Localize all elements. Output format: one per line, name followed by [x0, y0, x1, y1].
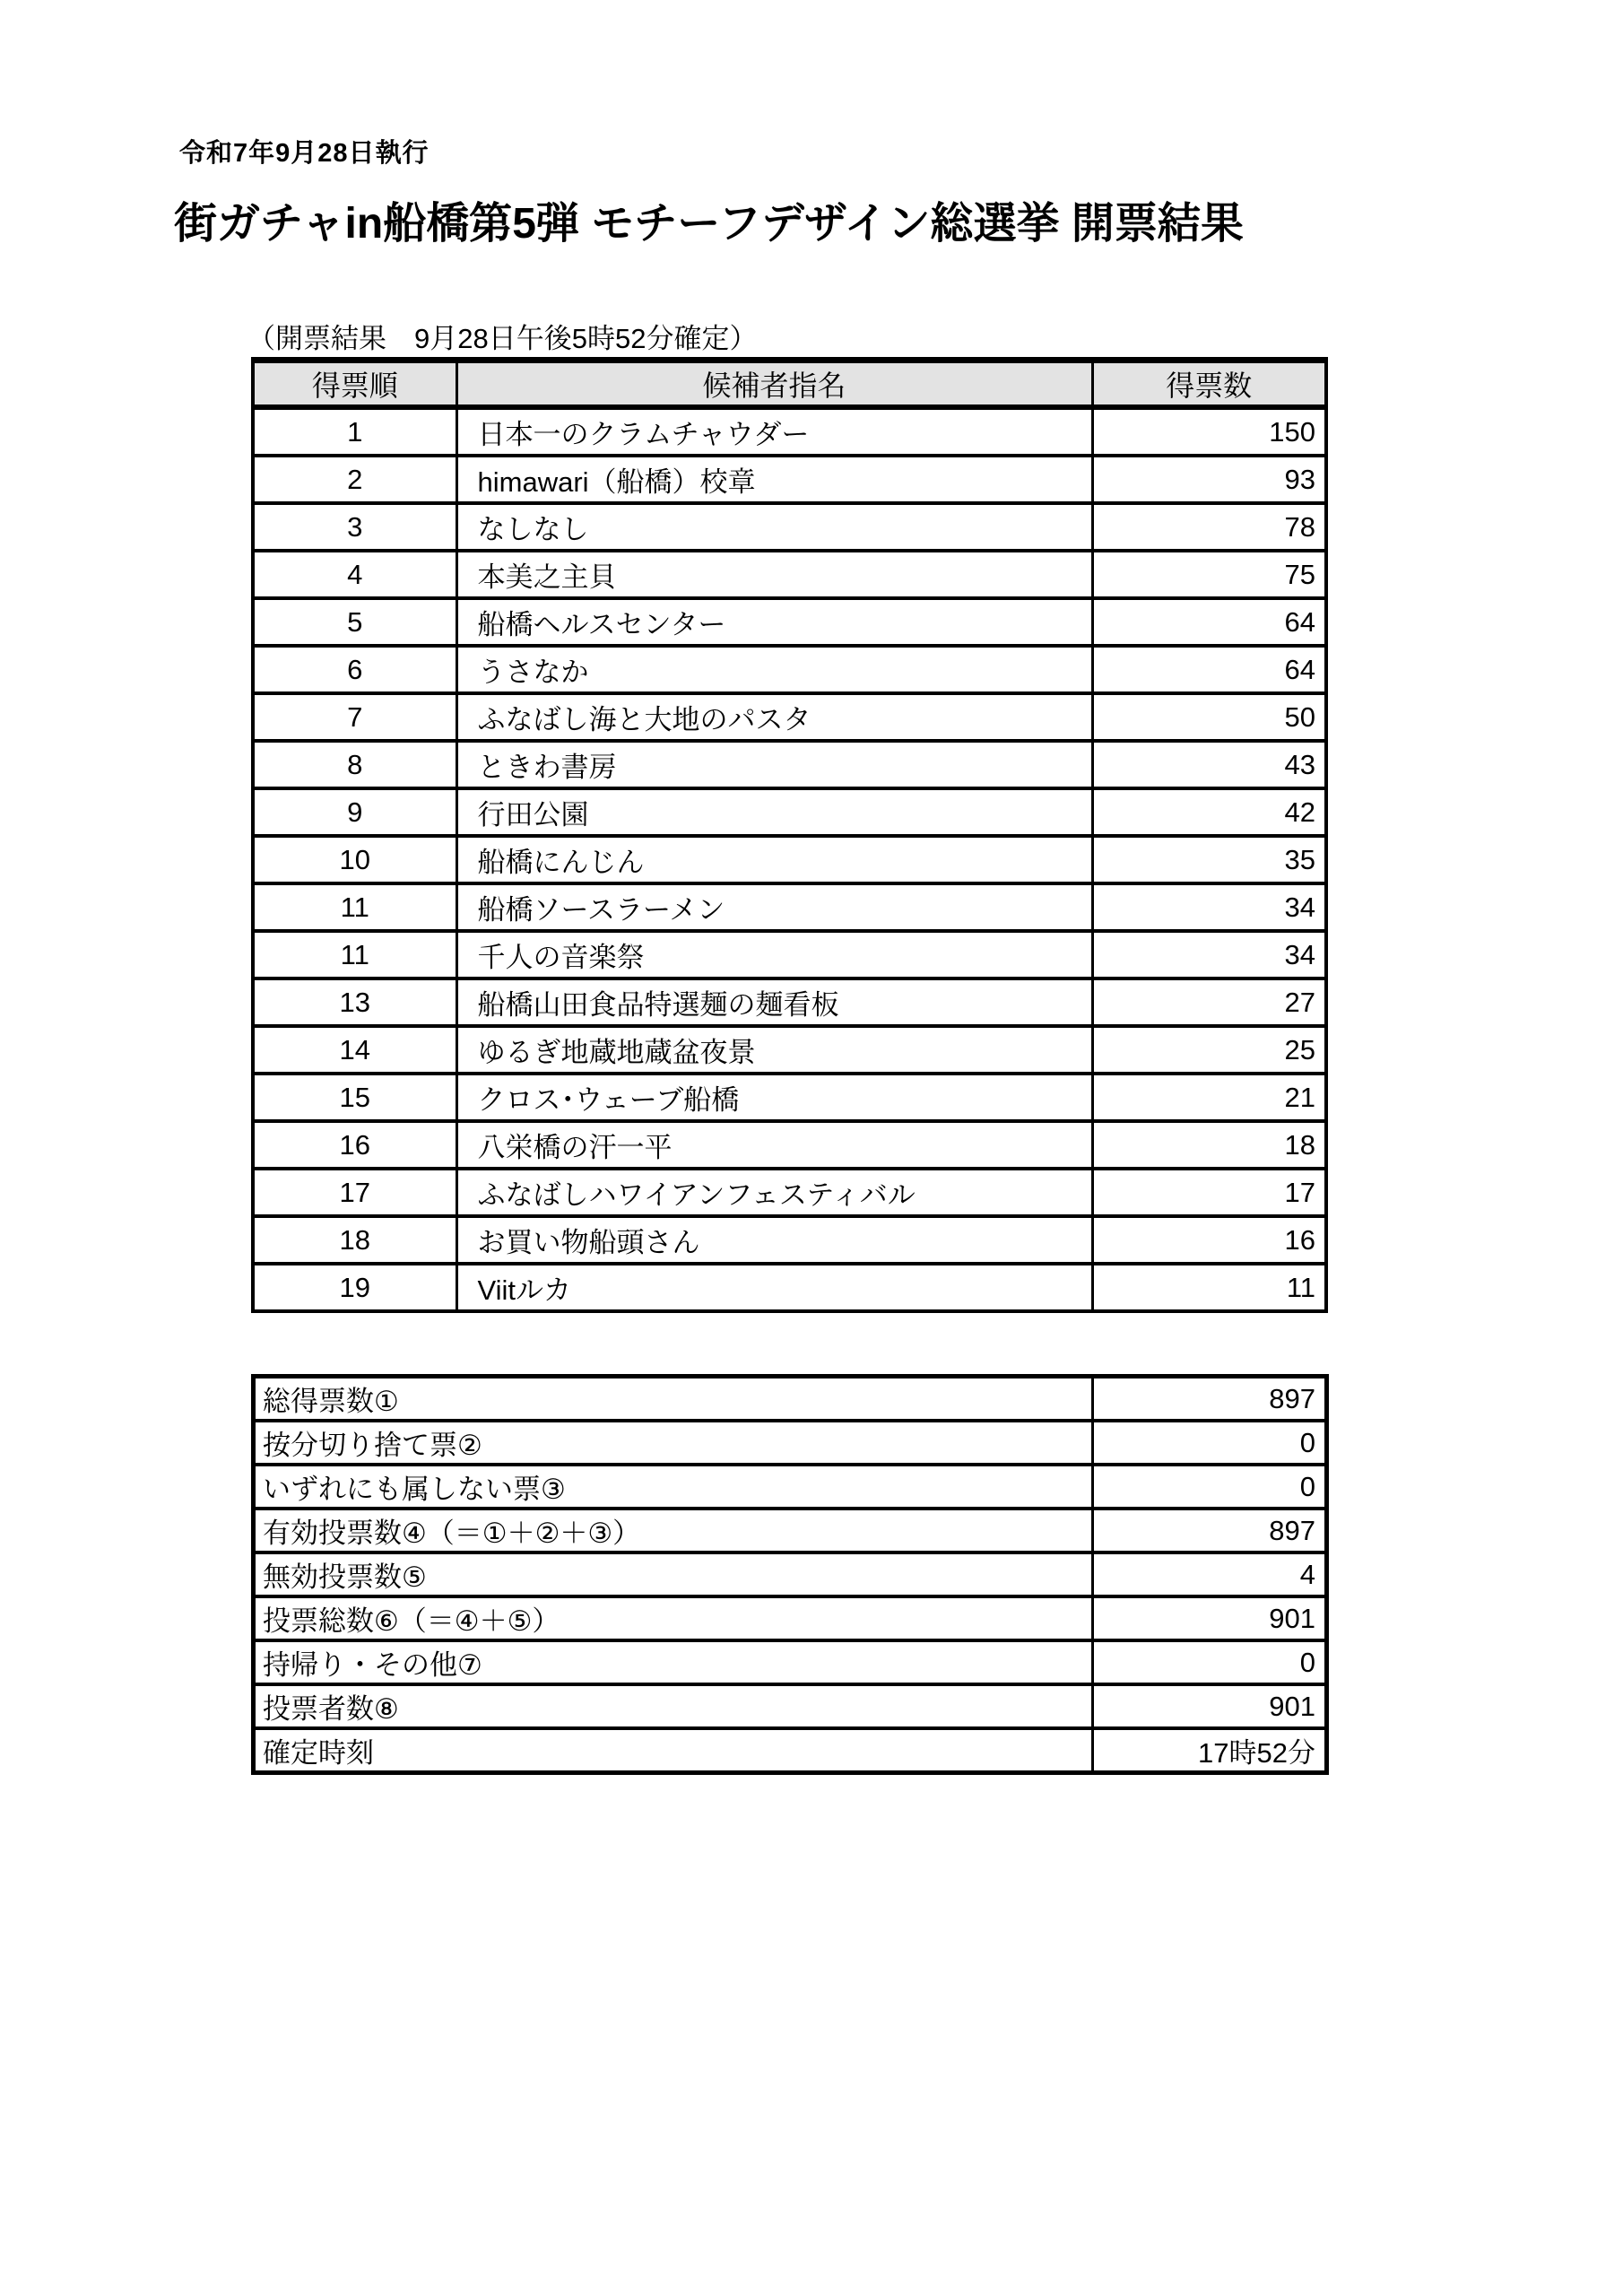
rank-cell: 15	[253, 1074, 456, 1121]
candidate-cell: ふなばしハワイアンフェスティバル	[456, 1169, 1092, 1216]
votes-cell: 50	[1092, 693, 1326, 741]
summary-value-cell: 0	[1093, 1640, 1327, 1684]
candidate-cell: 船橋ソースラーメン	[456, 883, 1092, 931]
table-row	[253, 836, 1326, 883]
candidate-cell: うさなか	[456, 646, 1092, 693]
rank-cell: 9	[253, 788, 456, 836]
votes-cell: 42	[1092, 788, 1326, 836]
summary-row	[254, 1421, 1327, 1465]
table-row	[253, 1074, 1326, 1121]
rank-header: 得票順	[253, 361, 456, 408]
summary-label-cell: 持帰り・その他⑦	[254, 1640, 1093, 1684]
rank-cell: 2	[253, 456, 456, 503]
table-row	[253, 1026, 1326, 1074]
table-row	[253, 693, 1326, 741]
table-row	[253, 978, 1326, 1026]
rank-cell: 3	[253, 503, 456, 551]
votes-cell: 18	[1092, 1121, 1326, 1169]
votes-cell: 34	[1092, 883, 1326, 931]
summary-label-cell: 按分切り捨て票②	[254, 1421, 1093, 1465]
summary-row	[254, 1640, 1327, 1684]
rank-cell: 18	[253, 1216, 456, 1264]
candidate-cell: 千人の音楽祭	[456, 931, 1092, 978]
summary-value-cell: 0	[1093, 1465, 1327, 1509]
candidate-cell: ときわ書房	[456, 741, 1092, 788]
candidate-cell: 行田公園	[456, 788, 1092, 836]
candidate-header: 候補者指名	[456, 361, 1092, 408]
summary-value-cell: 0	[1093, 1421, 1327, 1465]
summary-label-cell: 投票総数⑥（＝④＋⑤）	[254, 1596, 1093, 1640]
candidate-cell: なしなし	[456, 503, 1092, 551]
table-row	[253, 788, 1326, 836]
summary-row	[254, 1465, 1327, 1509]
summary-value-cell: 901	[1093, 1596, 1327, 1640]
results-header-row	[253, 361, 1326, 408]
candidate-cell: Viitルカ	[456, 1264, 1092, 1311]
candidate-cell: ゆるぎ地蔵地蔵盆夜景	[456, 1026, 1092, 1074]
votes-cell: 75	[1092, 551, 1326, 598]
summary-row	[254, 1509, 1327, 1552]
rank-cell: 14	[253, 1026, 456, 1074]
rank-cell: 1	[253, 407, 456, 456]
rank-cell: 11	[253, 883, 456, 931]
summary-label-cell: 確定時刻	[254, 1728, 1093, 1773]
summary-value-cell: 17時52分	[1093, 1728, 1327, 1773]
summary-label-cell: 有効投票数④（＝①＋②＋③）	[254, 1509, 1093, 1552]
summary-row	[254, 1728, 1327, 1773]
table-row	[253, 551, 1326, 598]
rank-cell: 4	[253, 551, 456, 598]
votes-cell: 34	[1092, 931, 1326, 978]
rank-cell: 11	[253, 931, 456, 978]
table-row	[253, 407, 1326, 456]
votes-cell: 78	[1092, 503, 1326, 551]
candidate-cell: 八栄橋の汗一平	[456, 1121, 1092, 1169]
table-row	[253, 1264, 1326, 1311]
summary-table	[251, 1374, 1329, 1775]
rank-cell: 7	[253, 693, 456, 741]
table-row	[253, 456, 1326, 503]
votes-cell: 150	[1092, 407, 1326, 456]
votes-cell: 43	[1092, 741, 1326, 788]
summary-value-cell: 897	[1093, 1509, 1327, 1552]
table-row	[253, 883, 1326, 931]
results-table	[251, 357, 1328, 1313]
summary-value-cell: 901	[1093, 1684, 1327, 1728]
summary-label-cell: 投票者数⑧	[254, 1684, 1093, 1728]
rank-cell: 6	[253, 646, 456, 693]
votes-header: 得票数	[1092, 361, 1326, 408]
rank-cell: 16	[253, 1121, 456, 1169]
votes-cell: 64	[1092, 646, 1326, 693]
votes-cell: 21	[1092, 1074, 1326, 1121]
summary-value-cell: 4	[1093, 1552, 1327, 1596]
summary-row	[254, 1377, 1327, 1422]
table-row	[253, 931, 1326, 978]
candidate-cell: クロス･ウェーブ船橋	[456, 1074, 1092, 1121]
votes-cell: 25	[1092, 1026, 1326, 1074]
rank-cell: 10	[253, 836, 456, 883]
execution-date: 令和7年9月28日執行	[179, 139, 430, 168]
candidate-cell: 船橋山田食品特選麺の麺看板	[456, 978, 1092, 1026]
votes-cell: 93	[1092, 456, 1326, 503]
rank-cell: 17	[253, 1169, 456, 1216]
rank-cell: 8	[253, 741, 456, 788]
candidate-cell: 日本一のクラムチャウダー	[456, 407, 1092, 456]
table-row	[253, 1121, 1326, 1169]
votes-cell: 35	[1092, 836, 1326, 883]
votes-cell: 16	[1092, 1216, 1326, 1264]
rank-cell: 19	[253, 1264, 456, 1311]
summary-label-cell: いずれにも属しない票③	[254, 1465, 1093, 1509]
votes-cell: 27	[1092, 978, 1326, 1026]
table-row	[253, 1216, 1326, 1264]
summary-label-cell: 無効投票数⑤	[254, 1552, 1093, 1596]
summary-row	[254, 1596, 1327, 1640]
summary-row	[254, 1684, 1327, 1728]
table-row	[253, 598, 1326, 646]
table-row	[253, 741, 1326, 788]
rank-cell: 5	[253, 598, 456, 646]
votes-cell: 64	[1092, 598, 1326, 646]
candidate-cell: お買い物船頭さん	[456, 1216, 1092, 1264]
candidate-cell: ふなばし海と大地のパスタ	[456, 693, 1092, 741]
summary-row	[254, 1552, 1327, 1596]
candidate-cell: 船橋ヘルスセンター	[456, 598, 1092, 646]
votes-cell: 17	[1092, 1169, 1326, 1216]
rank-cell: 13	[253, 978, 456, 1026]
summary-label-cell: 総得票数①	[254, 1377, 1093, 1422]
table-row	[253, 503, 1326, 551]
summary-body	[254, 1377, 1327, 1773]
candidate-cell: 本美之主貝	[456, 551, 1092, 598]
candidate-cell: 船橋にんじん	[456, 836, 1092, 883]
candidate-cell: himawari（船橋）校章	[456, 456, 1092, 503]
results-caption: （開票結果 9月28日午後5時52分確定）	[247, 323, 758, 354]
page-title: 街ガチャin船橋第5弾 モチーフデザイン総選挙 開票結果	[174, 200, 1244, 248]
table-row	[253, 646, 1326, 693]
summary-value-cell: 897	[1093, 1377, 1327, 1422]
results-body	[253, 407, 1326, 1311]
votes-cell: 11	[1092, 1264, 1326, 1311]
table-row	[253, 1169, 1326, 1216]
